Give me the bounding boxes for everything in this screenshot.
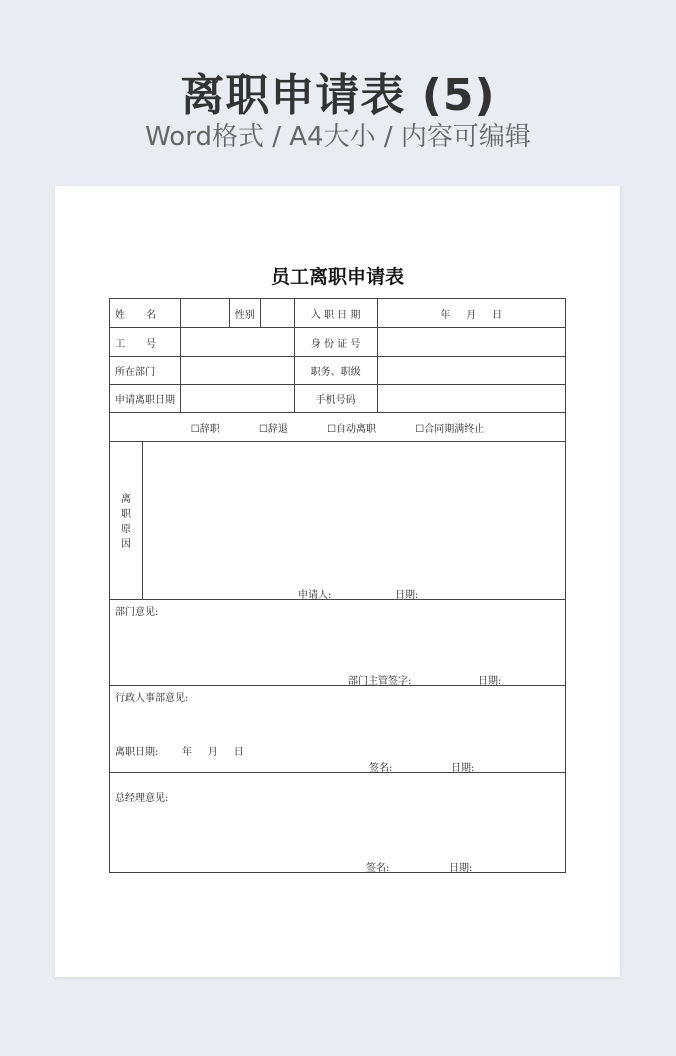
- department-field[interactable]: [181, 357, 295, 385]
- option-resign-checkbox[interactable]: ☐辞职: [190, 423, 220, 435]
- table-row: [110, 413, 566, 442]
- table-row: [110, 773, 566, 873]
- form-title: 员工离职申请表: [270, 266, 404, 288]
- gm-opinion-label: 总经理意见:: [115, 793, 169, 804]
- hire-date-label: 入 职 日 期: [294, 299, 377, 328]
- leave-date-value[interactable]: 年 月 日: [182, 747, 244, 758]
- table-row: [110, 686, 566, 773]
- name-field[interactable]: [181, 299, 230, 328]
- phone-label: 手机号码: [294, 385, 377, 413]
- name-label: 姓 名: [110, 299, 181, 328]
- option-contract-expiry-checkbox[interactable]: ☐合同期满终止: [415, 423, 485, 435]
- employee-number-field[interactable]: [181, 328, 295, 357]
- gm-date-label: 日期:: [449, 863, 473, 874]
- gm-signature-label: 签名:: [366, 863, 390, 874]
- table-row: [110, 357, 566, 385]
- option-dismissal-checkbox[interactable]: ☐辞退: [258, 423, 288, 435]
- table-row: [110, 442, 566, 600]
- gender-field[interactable]: [260, 299, 294, 328]
- leave-date-label: 离职日期:: [115, 747, 159, 758]
- gm-opinion-section[interactable]: [110, 773, 566, 873]
- department-date-label: 日期:: [478, 676, 502, 687]
- hr-signature-label: 签名:: [369, 763, 393, 774]
- banner-subtitle: Word格式 / A4大小 / 内容可编辑: [145, 122, 531, 152]
- department-label: 所在部门: [110, 357, 181, 385]
- table-row: [110, 299, 566, 328]
- reason-label: 离 职 原 因: [121, 494, 131, 550]
- applicant-label: 申请人:: [298, 590, 332, 601]
- hr-opinion-section[interactable]: [110, 686, 566, 773]
- hire-date-field[interactable]: 年 月 日: [377, 299, 565, 328]
- position-field[interactable]: [377, 357, 565, 385]
- option-voluntary-leave-checkbox[interactable]: ☐自动离职: [327, 423, 377, 435]
- id-number-field[interactable]: [377, 328, 565, 357]
- department-opinion-section[interactable]: [110, 600, 566, 686]
- apply-date-label: 申请离职日期: [110, 385, 181, 413]
- reason-section: [110, 442, 566, 600]
- id-number-label: 身 份 证 号: [294, 328, 377, 357]
- table-row: [110, 600, 566, 686]
- resignation-type-options: [110, 413, 566, 442]
- position-label: 职务、职级: [294, 357, 377, 385]
- apply-date-field[interactable]: [181, 385, 295, 413]
- department-opinion-label: 部门意见:: [115, 607, 159, 618]
- hr-opinion-label: 行政人事部意见:: [115, 693, 189, 704]
- department-signature-label: 部门主管签字:: [348, 676, 412, 687]
- table-row: [110, 328, 566, 357]
- reason-date-label: 日期:: [395, 590, 419, 601]
- employee-number-label: 工 号: [110, 328, 181, 357]
- hr-date-label: 日期:: [451, 763, 475, 774]
- phone-field[interactable]: [377, 385, 565, 413]
- banner-title: 离职申请表 (5): [180, 70, 496, 121]
- resignation-form-table: [109, 298, 566, 873]
- table-row: [110, 385, 566, 413]
- gender-label: 性别: [229, 299, 260, 328]
- document-page: [55, 186, 620, 977]
- reason-text-area[interactable]: [143, 442, 565, 599]
